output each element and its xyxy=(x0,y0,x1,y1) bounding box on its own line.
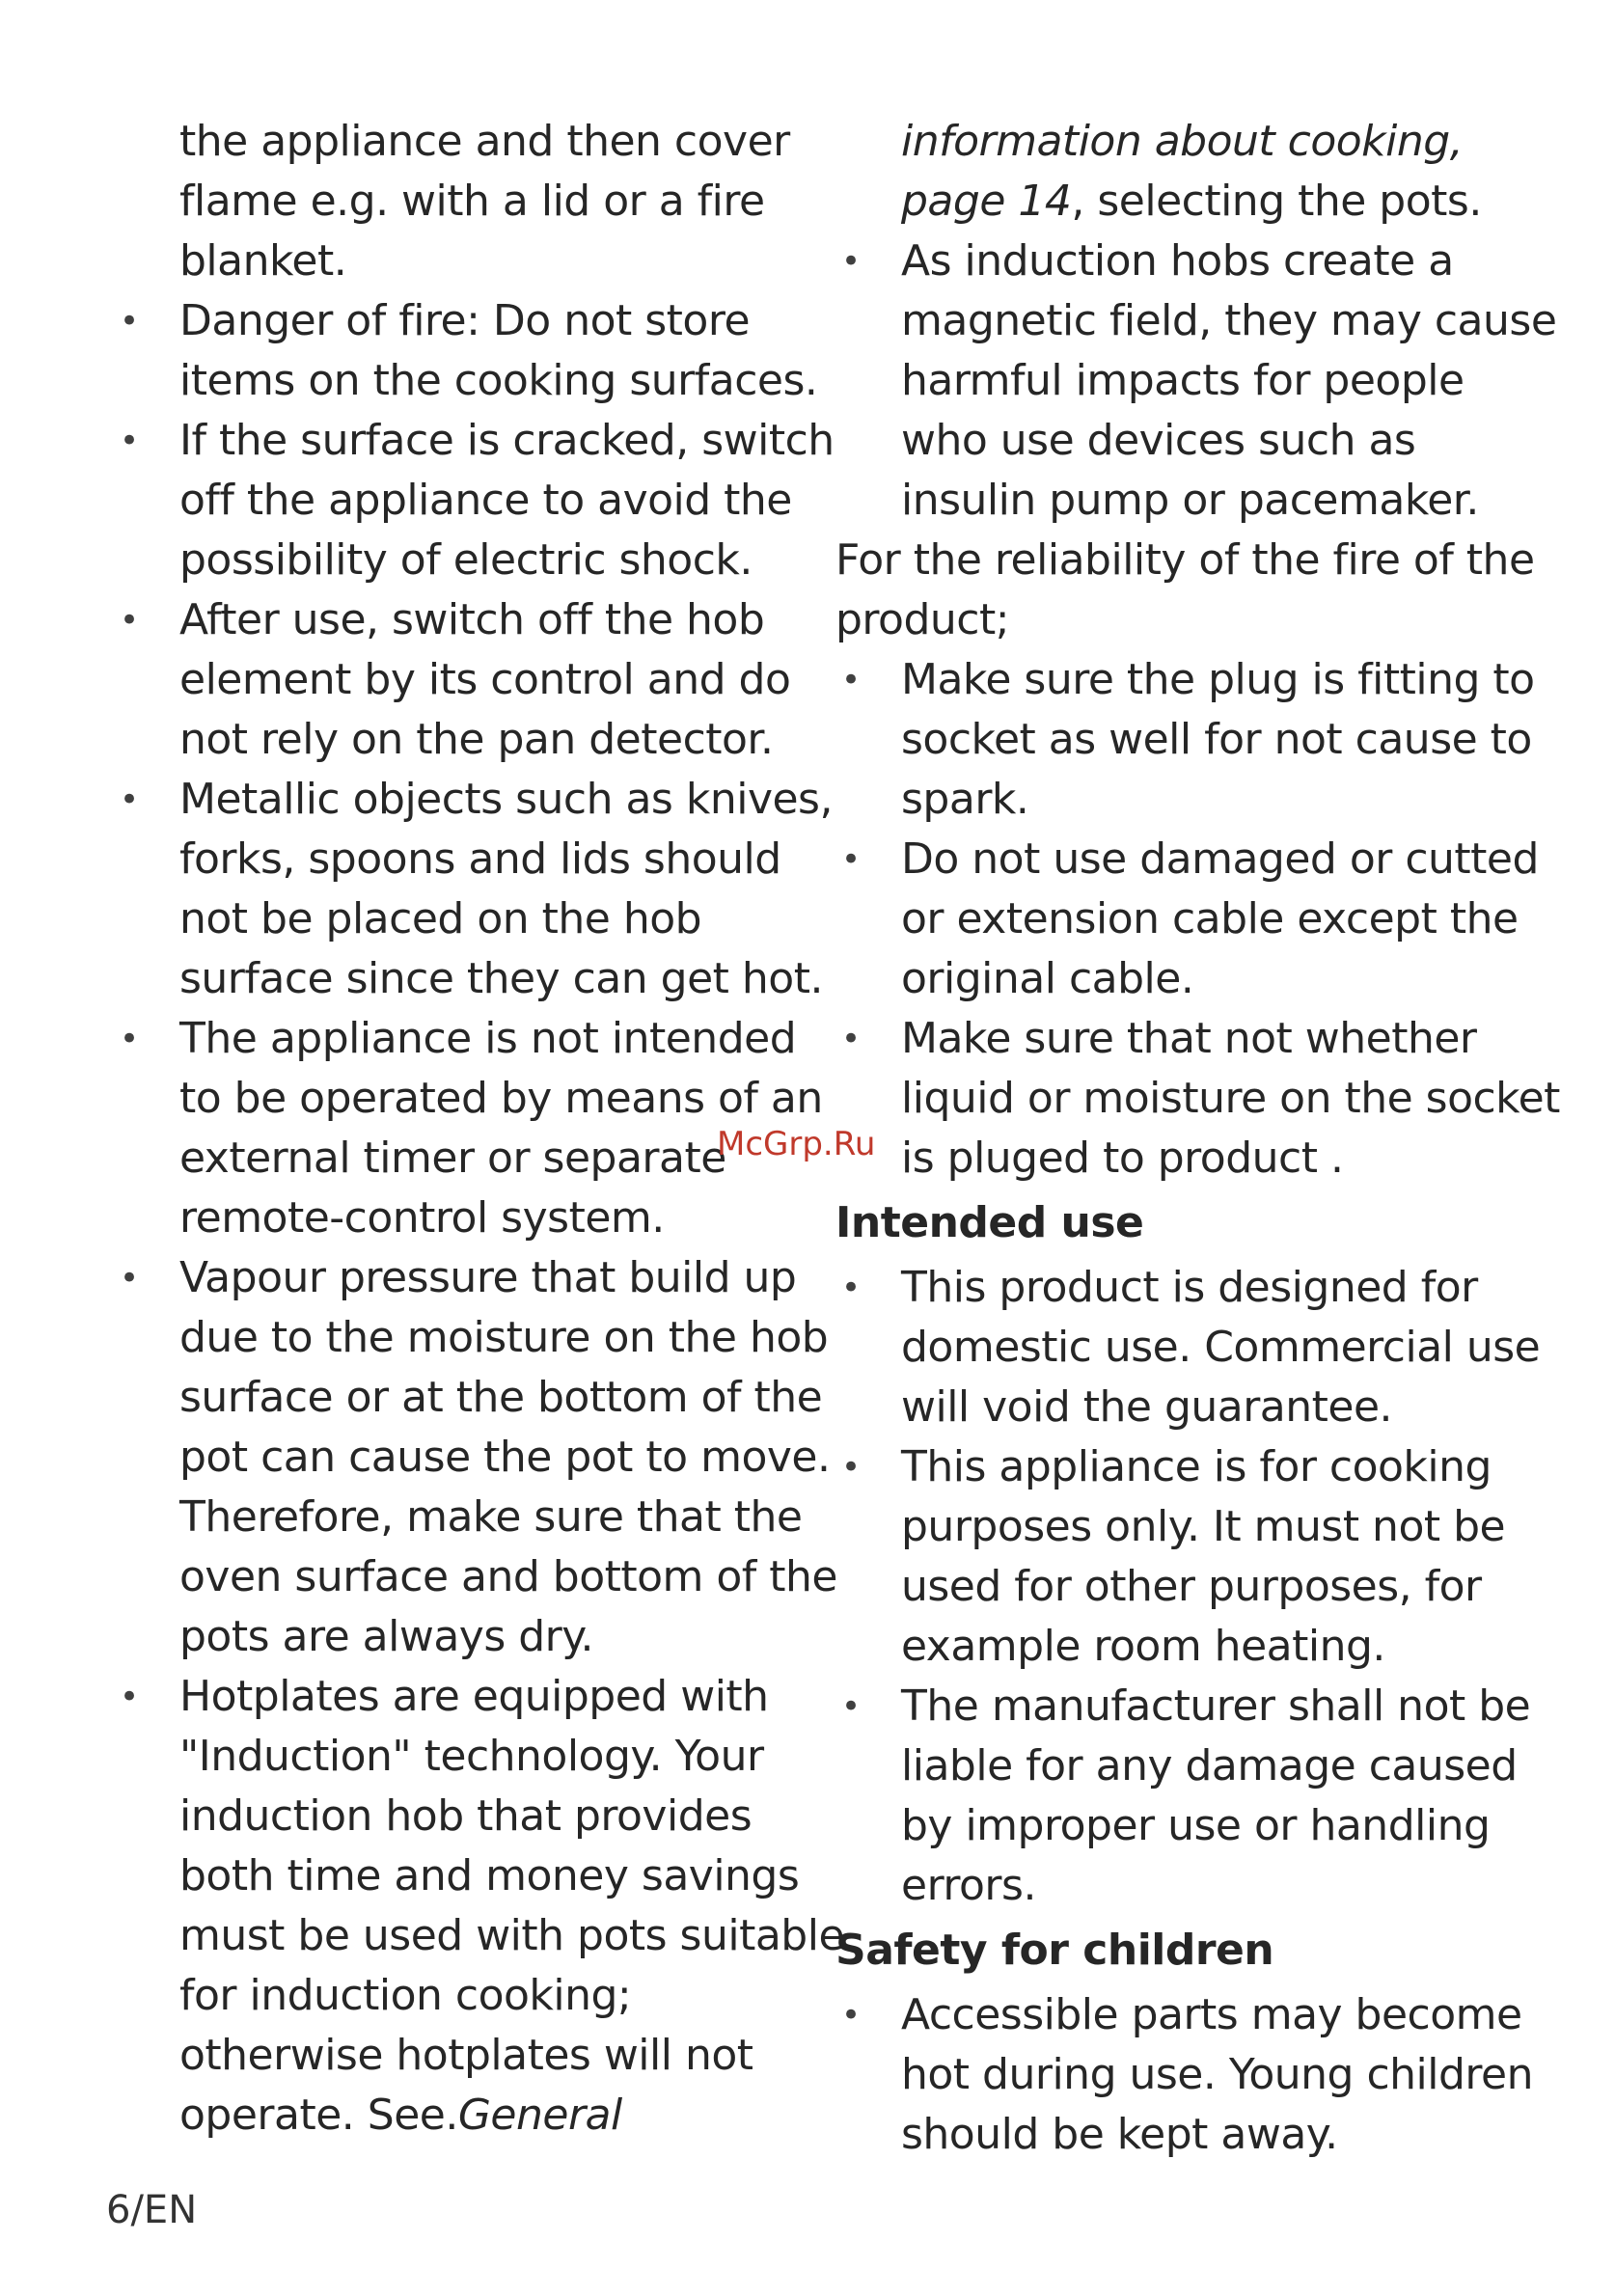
text-line: due to the moisture on the hob xyxy=(179,1313,829,1362)
bullet-line: • The appliance is not intended xyxy=(114,1009,808,1069)
bullet-line: • After use, switch off the hob xyxy=(114,590,808,650)
text-line: flame e.g. with a lid or a fire xyxy=(179,177,765,226)
paragraph-line: For the reliability of the fire of the xyxy=(835,535,1535,585)
text-line: purposes only. It must not be xyxy=(901,1502,1506,1551)
section-heading-intended-use: Intended use xyxy=(835,1198,1144,1247)
bullet-line: • Metallic objects such as knives, xyxy=(114,770,808,830)
bullet-item xyxy=(835,1985,1534,2165)
text-line: harmful impacts for people xyxy=(901,356,1464,405)
text-line: element by its control and do xyxy=(179,655,791,704)
bullet-line: • Danger of fire: Do not store xyxy=(114,291,808,351)
text-line: liable for any damage caused xyxy=(901,1741,1518,1790)
text-line: for induction cooking; xyxy=(179,1971,632,2020)
text-line: original cable. xyxy=(901,954,1194,1003)
page-number: 6/EN xyxy=(106,2188,198,2232)
cross-reference-link[interactable]: information about cooking, xyxy=(901,117,1464,166)
text-line: not be placed on the hob xyxy=(179,894,702,943)
text-line: magnetic field, they may cause xyxy=(901,296,1557,345)
text-line: spark. xyxy=(901,775,1029,824)
text-line: the appliance and then cover xyxy=(179,117,790,166)
watermark: McGrp.Ru xyxy=(717,1125,876,1163)
text-line: by improper use or handling xyxy=(901,1801,1491,1850)
bullet-item xyxy=(114,1009,823,1248)
bullet-line: • This product is designed for xyxy=(835,1258,1501,1318)
text-line: oven surface and bottom of the xyxy=(179,1552,837,1601)
bullet-item xyxy=(114,291,818,411)
text-plain: operate. See. xyxy=(179,2091,458,2140)
bullet-item xyxy=(114,1248,837,1667)
text-line: example room heating. xyxy=(901,1622,1385,1671)
text-line xyxy=(835,172,1501,232)
paragraph-line: product; xyxy=(835,595,1010,644)
text-line: "Induction" technology. Your xyxy=(179,1732,764,1781)
text-line: remote-control system. xyxy=(179,1193,665,1243)
bullet-item xyxy=(835,1258,1541,1437)
left-column xyxy=(114,112,845,2146)
text-plain: , selecting the pots. xyxy=(1071,177,1482,226)
text-line: pots are always dry. xyxy=(179,1612,594,1661)
cross-reference-link[interactable]: General xyxy=(457,2091,622,2140)
text-line: socket as well for not cause to xyxy=(901,715,1532,764)
text-line: will void the guarantee. xyxy=(901,1382,1393,1432)
bullet-item xyxy=(835,1009,1560,1189)
text-line: liquid or moisture on the socket xyxy=(901,1074,1560,1123)
bullet-item xyxy=(835,650,1535,830)
text-line: should be kept away. xyxy=(901,2110,1338,2159)
bullet-line: • The manufacturer shall not be xyxy=(835,1677,1501,1736)
text-line: Therefore, make sure that the xyxy=(179,1492,803,1542)
bullet-item xyxy=(114,590,808,770)
bullet-line: • Make sure that not whether xyxy=(835,1009,1501,1069)
text-line: used for other purposes, for xyxy=(901,1562,1482,1611)
text-line: items on the cooking surfaces. xyxy=(179,356,818,405)
text-line: off the appliance to avoid the xyxy=(179,476,792,525)
bullet-item xyxy=(114,411,835,590)
bullet-line: • This appliance is for cooking xyxy=(835,1437,1501,1497)
text-line: blanket. xyxy=(179,236,347,286)
bullet-line: • Make sure the plug is fitting to xyxy=(835,650,1501,710)
text-line: who use devices such as xyxy=(901,416,1416,465)
text-line: errors. xyxy=(901,1861,1036,1910)
text-line: forks, spoons and lids should xyxy=(179,834,781,884)
bullet-line: • Hotplates are equipped with xyxy=(114,1667,808,1727)
bullet-item xyxy=(835,1677,1531,1916)
text-line xyxy=(114,2086,808,2146)
bullet-line: • Do not use damaged or cutted xyxy=(835,830,1501,889)
text-line: pot can cause the pot to move. xyxy=(179,1433,831,1482)
text-line: surface since they can get hot. xyxy=(179,954,823,1003)
text-line: is pluged to product . xyxy=(901,1134,1344,1183)
bullet-item xyxy=(835,1437,1506,1677)
text-line: must be used with pots suitable xyxy=(179,1911,845,1960)
text-line: domestic use. Commercial use xyxy=(901,1323,1541,1372)
bullet-line: • If the surface is cracked, switch xyxy=(114,411,808,471)
text-line: both time and money savings xyxy=(179,1851,800,1900)
page-reference-link[interactable]: page 14 xyxy=(901,177,1072,226)
text-line: or extension cable except the xyxy=(901,894,1519,943)
bullet-line: • Vapour pressure that build up xyxy=(114,1248,808,1308)
text-line: induction hob that provides xyxy=(179,1791,753,1841)
bullet-line: • As induction hobs create a xyxy=(835,232,1501,291)
bullet-item xyxy=(835,830,1539,1009)
bullet-line: • Accessible parts may become xyxy=(835,1985,1501,2045)
text-line: hot during use. Young children xyxy=(901,2050,1534,2099)
text-line: insulin pump or pacemaker. xyxy=(901,476,1479,525)
bullet-item xyxy=(835,232,1557,531)
bullet-item xyxy=(114,1667,845,2146)
text-line: otherwise hotplates will not xyxy=(179,2031,753,2080)
text-line: possibility of electric shock. xyxy=(179,535,753,585)
text-line: surface or at the bottom of the xyxy=(179,1373,823,1422)
section-heading-safety-children: Safety for children xyxy=(835,1926,1274,1975)
bullet-item xyxy=(114,770,833,1009)
text-line: external timer or separate xyxy=(179,1134,726,1183)
right-column xyxy=(835,112,1560,2165)
text-line: to be operated by means of an xyxy=(179,1074,823,1123)
text-line: not rely on the pan detector. xyxy=(179,715,774,764)
